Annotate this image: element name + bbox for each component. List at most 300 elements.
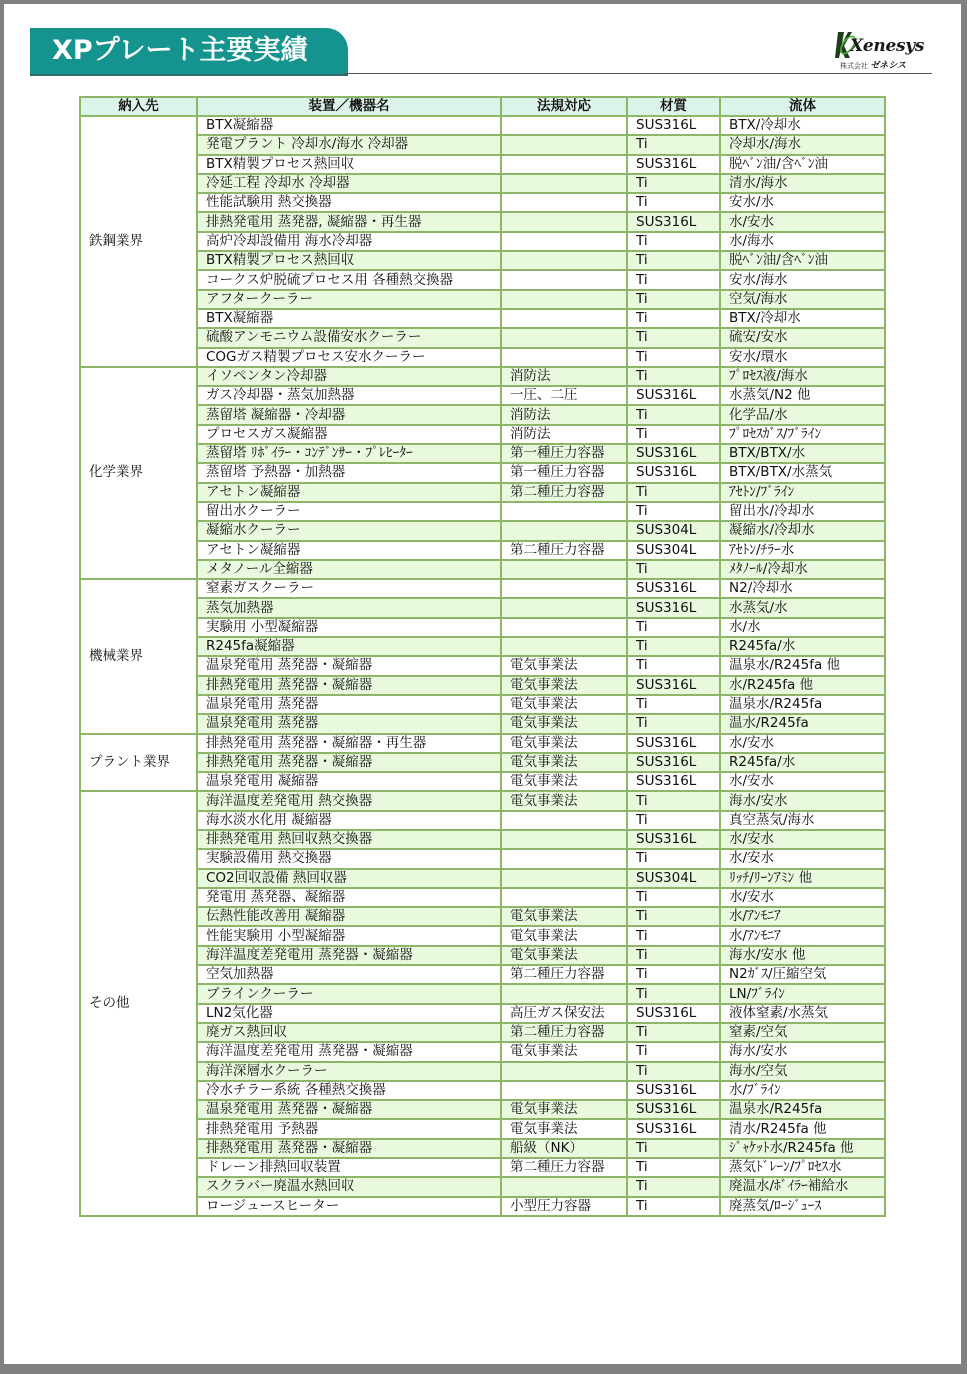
fluid-cell: ﾘｯﾁ/ﾘｰﾝｱﾐﾝ 他 [720,869,885,888]
material-cell: SUS316L [627,598,720,617]
equipment-cell: COGガス精製プロセス安水クーラー [197,348,501,367]
regulation-cell: 小型圧力容器 [501,1197,627,1216]
material-cell: Ti [627,907,720,926]
table-row [80,405,885,424]
fluid-cell: 脱ﾍﾞﾝ油/含ﾍﾞﾝ油 [720,155,885,174]
table-row [80,637,885,656]
table-row [80,656,885,675]
material-cell: Ti [627,367,720,386]
table-row [80,869,885,888]
table-row [80,193,885,212]
material-cell: Ti [627,984,720,1003]
regulation-cell [501,251,627,270]
fluid-cell: 水/安水 [720,212,885,231]
material-cell: SUS316L [627,155,720,174]
material-cell: Ti [627,946,720,965]
material-cell: SUS316L [627,1119,720,1138]
material-cell: SUS316L [627,676,720,695]
regulation-cell: 電気事業法 [501,753,627,772]
table-row [80,135,885,154]
column-header-fluid: 流体 [720,97,885,116]
column-header-material: 材質 [627,97,720,116]
table-row [80,463,885,482]
fluid-cell: 凝縮水/冷却水 [720,521,885,540]
regulation-cell [501,348,627,367]
equipment-cell: 温泉発電用 蒸発器 [197,714,501,733]
table-row [80,579,885,598]
fluid-cell: BTX/BTX/水蒸気 [720,463,885,482]
equipment-cell: 温泉発電用 蒸発器 [197,695,501,714]
material-cell: SUS316L [627,830,720,849]
equipment-cell: 性能実験用 小型凝縮器 [197,926,501,945]
regulation-cell [501,888,627,907]
material-cell: SUS316L [627,1004,720,1023]
table-row [80,155,885,174]
equipment-cell: 発電プラント 冷却水/海水 冷却器 [197,135,501,154]
equipment-cell: 実験用 小型凝縮器 [197,618,501,637]
fluid-cell: 温水/R245fa [720,714,885,733]
table-row [80,483,885,502]
regulation-cell [501,521,627,540]
table-row [80,1197,885,1216]
equipment-cell: イソペンタン冷却器 [197,367,501,386]
table-row [80,270,885,289]
equipment-cell: 温泉発電用 蒸発器・凝縮器 [197,656,501,675]
company-logo [830,30,940,70]
table-row [80,521,885,540]
regulation-cell: 第二種圧力容器 [501,1158,627,1177]
fluid-cell: LN/ﾌﾞﾗｲﾝ [720,984,885,1003]
table-row [80,348,885,367]
material-cell: Ti [627,1139,720,1158]
fluid-cell: 水蒸気/水 [720,598,885,617]
material-cell: SUS316L [627,444,720,463]
fluid-cell: 廃蒸気/ﾛｰｼﾞｭｰｽ [720,1197,885,1216]
regulation-cell [501,637,627,656]
material-cell: Ti [627,290,720,309]
table-row [80,212,885,231]
table-row [80,309,885,328]
regulation-cell [501,270,627,289]
table-row [80,425,885,444]
material-cell: Ti [627,251,720,270]
table-row [80,251,885,270]
table-row [80,811,885,830]
category-cell: プラント業界 [80,734,197,792]
regulation-cell [501,1062,627,1081]
fluid-cell: 水/安水 [720,888,885,907]
regulation-cell: 第一種圧力容器 [501,444,627,463]
logo-subtitle [840,58,906,71]
material-cell: Ti [627,193,720,212]
equipment-cell: 海水淡水化用 凝縮器 [197,811,501,830]
fluid-cell: 水/水 [720,618,885,637]
fluid-cell: ｱｾﾄﾝ/ﾁﾗｰ水 [720,541,885,560]
regulation-cell: 電気事業法 [501,676,627,695]
fluid-cell: 温泉水/R245fa [720,1100,885,1119]
category-cell: その他 [80,791,197,1216]
fluid-cell: 化学品/水 [720,405,885,424]
regulation-cell [501,618,627,637]
material-cell: Ti [627,791,720,810]
regulation-cell: 電気事業法 [501,907,627,926]
regulation-cell [501,290,627,309]
table-row [80,1081,885,1100]
fluid-cell: ﾌﾟﾛｾｽｶﾞｽ/ﾌﾞﾗｲﾝ [720,425,885,444]
equipment-cell: ガス冷却器・蒸気加熱器 [197,386,501,405]
regulation-cell [501,212,627,231]
material-cell: SUS316L [627,1081,720,1100]
regulation-cell [501,232,627,251]
table-row [80,1004,885,1023]
material-cell: SUS304L [627,541,720,560]
table-row [80,695,885,714]
equipment-cell: アセトン凝縮器 [197,483,501,502]
material-cell: Ti [627,1177,720,1196]
material-cell: Ti [627,483,720,502]
fluid-cell: 液体窒素/水蒸気 [720,1004,885,1023]
page-title: XPプレート主要実績 [30,28,348,76]
fluid-cell: N2/冷却水 [720,579,885,598]
table-row [80,907,885,926]
table-row [80,1062,885,1081]
material-cell: Ti [627,618,720,637]
fluid-cell: 留出水/冷却水 [720,502,885,521]
logo-sub-name: ゼネシス [870,61,906,71]
table-row [80,502,885,521]
material-cell: SUS316L [627,753,720,772]
material-cell: SUS316L [627,734,720,753]
fluid-cell: 海水/安水 [720,1042,885,1061]
equipment-cell: 排熱発電用 蒸発器・凝縮器 [197,753,501,772]
material-cell: SUS304L [627,521,720,540]
material-cell: Ti [627,560,720,579]
table-row [80,618,885,637]
material-cell: SUS316L [627,1100,720,1119]
equipment-cell: R245fa凝縮器 [197,637,501,656]
regulation-cell: 電気事業法 [501,772,627,791]
table-row [80,598,885,617]
table-row [80,1119,885,1138]
table-row [80,946,885,965]
equipment-cell: ロージュースヒーター [197,1197,501,1216]
material-cell: Ti [627,695,720,714]
equipment-cell: 海洋温度差発電用 熱交換器 [197,791,501,810]
material-cell: Ti [627,174,720,193]
equipment-cell: ドレーン排熱回収装置 [197,1158,501,1177]
material-cell: Ti [627,849,720,868]
fluid-cell: 脱ﾍﾞﾝ油/含ﾍﾞﾝ油 [720,251,885,270]
fluid-cell: BTX/冷却水 [720,309,885,328]
table-row [80,560,885,579]
fluid-cell: 窒素/空気 [720,1023,885,1042]
equipment-cell: 硫酸アンモニウム設備安水クーラー [197,328,501,347]
material-cell: SUS316L [627,386,720,405]
regulation-cell [501,116,627,135]
material-cell: Ti [627,425,720,444]
regulation-cell: 第二種圧力容器 [501,541,627,560]
regulation-cell: 電気事業法 [501,946,627,965]
equipment-cell: スクラバー廃温水熱回収 [197,1177,501,1196]
regulation-cell [501,193,627,212]
regulation-cell: 第二種圧力容器 [501,1023,627,1042]
table-row [80,1139,885,1158]
equipment-cell: ブラインクーラー [197,984,501,1003]
table-row [80,1177,885,1196]
equipment-cell: BTX凝縮器 [197,309,501,328]
fluid-cell: 海水/安水 他 [720,946,885,965]
table-header-row [80,97,885,116]
regulation-cell [501,1081,627,1100]
regulation-cell: 高圧ガス保安法 [501,1004,627,1023]
material-cell: SUS316L [627,463,720,482]
equipment-cell: 冷延工程 冷却水 冷却器 [197,174,501,193]
table-row [80,367,885,386]
fluid-cell: N2ｶﾞｽ/圧縮空気 [720,965,885,984]
equipment-cell: 温泉発電用 凝縮器 [197,772,501,791]
category-cell: 化学業界 [80,367,197,579]
regulation-cell: 電気事業法 [501,714,627,733]
fluid-cell: 空気/海水 [720,290,885,309]
equipment-cell: メタノール全縮器 [197,560,501,579]
equipment-cell: BTX精製プロセス熱回収 [197,155,501,174]
equipment-cell: 空気加熱器 [197,965,501,984]
equipment-cell: BTX精製プロセス熱回収 [197,251,501,270]
fluid-cell: 水/海水 [720,232,885,251]
title-divider [344,73,932,74]
table-row [80,1100,885,1119]
table-row [80,116,885,135]
fluid-cell: 真空蒸気/海水 [720,811,885,830]
regulation-cell [501,849,627,868]
fluid-cell: 安水/海水 [720,270,885,289]
fluid-cell: 海水/安水 [720,791,885,810]
equipment-cell: 排熱発電用 予熱器 [197,1119,501,1138]
table-row [80,1042,885,1061]
regulation-cell: 消防法 [501,367,627,386]
equipment-cell: 廃ガス熱回収 [197,1023,501,1042]
regulation-cell: 消防法 [501,405,627,424]
equipment-cell: アフタークーラー [197,290,501,309]
material-cell: Ti [627,232,720,251]
material-cell: SUS316L [627,212,720,231]
equipment-cell: アセトン凝縮器 [197,541,501,560]
equipment-cell: 排熱発電用 蒸発器・凝縮器 [197,676,501,695]
fluid-cell: 安水/環水 [720,348,885,367]
fluid-cell: 冷却水/海水 [720,135,885,154]
material-cell: Ti [627,309,720,328]
regulation-cell: 電気事業法 [501,695,627,714]
material-cell: Ti [627,502,720,521]
material-cell: Ti [627,1023,720,1042]
document-page [4,4,961,1364]
regulation-cell: 電気事業法 [501,734,627,753]
material-cell: Ti [627,811,720,830]
table-row [80,965,885,984]
equipment-cell: 伝熱性能改善用 凝縮器 [197,907,501,926]
material-cell: SUS304L [627,869,720,888]
equipment-cell: 凝縮水クーラー [197,521,501,540]
regulation-cell [501,830,627,849]
equipment-cell: 窒素ガスクーラー [197,579,501,598]
table-row [80,926,885,945]
fluid-cell: 水/安水 [720,849,885,868]
regulation-cell [501,984,627,1003]
regulation-cell: 消防法 [501,425,627,444]
fluid-cell: 水蒸気/N2 他 [720,386,885,405]
regulation-cell: 電気事業法 [501,656,627,675]
equipment-cell: 蒸留塔 凝縮器・冷却器 [197,405,501,424]
fluid-cell: 清水/R245fa 他 [720,1119,885,1138]
equipment-cell: BTX凝縮器 [197,116,501,135]
material-cell: SUS316L [627,579,720,598]
material-cell: Ti [627,637,720,656]
equipment-cell: 高炉冷却設備用 海水冷却器 [197,232,501,251]
material-cell: Ti [627,1042,720,1061]
fluid-cell: 海水/空気 [720,1062,885,1081]
fluid-cell: BTX/BTX/水 [720,444,885,463]
material-cell: Ti [627,348,720,367]
equipment-cell: 実験設備用 熱交換器 [197,849,501,868]
fluid-cell: BTX/冷却水 [720,116,885,135]
fluid-cell: 温泉水/R245fa [720,695,885,714]
regulation-cell: 船級（NK） [501,1139,627,1158]
table-row [80,232,885,251]
equipment-cell: 留出水クーラー [197,502,501,521]
equipment-cell: LN2気化器 [197,1004,501,1023]
table-row [80,830,885,849]
equipment-cell: 蒸気加熱器 [197,598,501,617]
table-row [80,1158,885,1177]
fluid-cell: ﾒﾀﾉｰﾙ/冷却水 [720,560,885,579]
table-row [80,772,885,791]
column-header-equipment: 装置／機器名 [197,97,501,116]
table-row [80,734,885,753]
regulation-cell: 第一種圧力容器 [501,463,627,482]
regulation-cell [501,502,627,521]
regulation-cell [501,579,627,598]
table-row [80,791,885,810]
regulation-cell [501,1177,627,1196]
fluid-cell: 水/ｱﾝﾓﾆｱ [720,907,885,926]
regulation-cell: 電気事業法 [501,1119,627,1138]
material-cell: Ti [627,965,720,984]
table-row [80,174,885,193]
fluid-cell: 水/R245fa 他 [720,676,885,695]
equipment-cell: 排熱発電用 蒸発器, 凝縮器・再生器 [197,212,501,231]
regulation-cell [501,598,627,617]
regulation-cell [501,811,627,830]
regulation-cell [501,155,627,174]
material-cell: Ti [627,926,720,945]
regulation-cell [501,174,627,193]
regulation-cell: 電気事業法 [501,926,627,945]
equipment-cell: 海洋深層水クーラー [197,1062,501,1081]
table-row [80,753,885,772]
table-row [80,984,885,1003]
material-cell: Ti [627,270,720,289]
equipment-cell: 性能試験用 熱交換器 [197,193,501,212]
table-row [80,328,885,347]
fluid-cell: 水/安水 [720,734,885,753]
table-row [80,290,885,309]
fluid-cell: 水/安水 [720,772,885,791]
equipment-cell: プロセスガス凝縮器 [197,425,501,444]
material-cell: Ti [627,656,720,675]
fluid-cell: ｼﾞｬｹｯﾄ水/R245fa 他 [720,1139,885,1158]
table-row [80,386,885,405]
regulation-cell: 第二種圧力容器 [501,965,627,984]
table-row [80,1023,885,1042]
column-header-customer: 納入先 [80,97,197,116]
equipment-cell: 排熱発電用 熱回収熱交換器 [197,830,501,849]
fluid-cell: 蒸気ﾄﾞﾚｰﾝ/ﾌﾟﾛｾｽ水 [720,1158,885,1177]
regulation-cell [501,309,627,328]
material-cell: Ti [627,714,720,733]
table-row [80,849,885,868]
material-cell: Ti [627,135,720,154]
material-cell: Ti [627,1197,720,1216]
table-row [80,676,885,695]
regulation-cell: 電気事業法 [501,791,627,810]
fluid-cell: ｱｾﾄﾝ/ﾌﾞﾗｲﾝ [720,483,885,502]
table-row [80,888,885,907]
table-body [80,116,885,1216]
material-cell: Ti [627,1062,720,1081]
equipment-cell: 海洋温度差発電用 蒸発器・凝縮器 [197,946,501,965]
results-table [79,96,886,1217]
material-cell: Ti [627,888,720,907]
equipment-cell: CO2回収設備 熱回収器 [197,869,501,888]
equipment-cell: 温泉発電用 蒸発器・凝縮器 [197,1100,501,1119]
material-cell: Ti [627,1158,720,1177]
table-row [80,541,885,560]
fluid-cell: 水/ｱﾝﾓﾆｱ [720,926,885,945]
equipment-cell: 発電用 蒸発器、凝縮器 [197,888,501,907]
regulation-cell [501,869,627,888]
regulation-cell [501,328,627,347]
logo-sub-prefix: 株式会社 [840,62,868,70]
regulation-cell: 第二種圧力容器 [501,483,627,502]
logo-wordmark: Xenesys [850,36,925,56]
fluid-cell: 温泉水/R245fa 他 [720,656,885,675]
material-cell: Ti [627,405,720,424]
equipment-cell: 排熱発電用 蒸発器・凝縮器・再生器 [197,734,501,753]
equipment-cell: 排熱発電用 蒸発器・凝縮器 [197,1139,501,1158]
fluid-cell: 安水/水 [720,193,885,212]
material-cell: SUS316L [627,772,720,791]
fluid-cell: R245fa/水 [720,637,885,656]
equipment-cell: 海洋温度差発電用 蒸発器・凝縮器 [197,1042,501,1061]
column-header-regulation: 法規対応 [501,97,627,116]
table-row [80,714,885,733]
regulation-cell: 電気事業法 [501,1100,627,1119]
regulation-cell [501,560,627,579]
material-cell: SUS316L [627,116,720,135]
fluid-cell: 清水/海水 [720,174,885,193]
material-cell: Ti [627,328,720,347]
fluid-cell: 廃温水/ﾎﾞｲﾗｰ補給水 [720,1177,885,1196]
equipment-cell: 蒸留塔 予熱器・加熱器 [197,463,501,482]
table-row [80,444,885,463]
fluid-cell: 水/安水 [720,830,885,849]
equipment-cell: 冷水チラー系統 各種熱交換器 [197,1081,501,1100]
fluid-cell: 硫安/安水 [720,328,885,347]
regulation-cell: 電気事業法 [501,1042,627,1061]
fluid-cell: ﾌﾟﾛｾｽ液/海水 [720,367,885,386]
equipment-cell: コークス炉脱硫プロセス用 各種熱交換器 [197,270,501,289]
equipment-cell: 蒸留塔 ﾘﾎﾞｲﾗｰ・ｺﾝﾃﾞﾝｻｰ・ﾌﾟﾚﾋｰﾀｰ [197,444,501,463]
